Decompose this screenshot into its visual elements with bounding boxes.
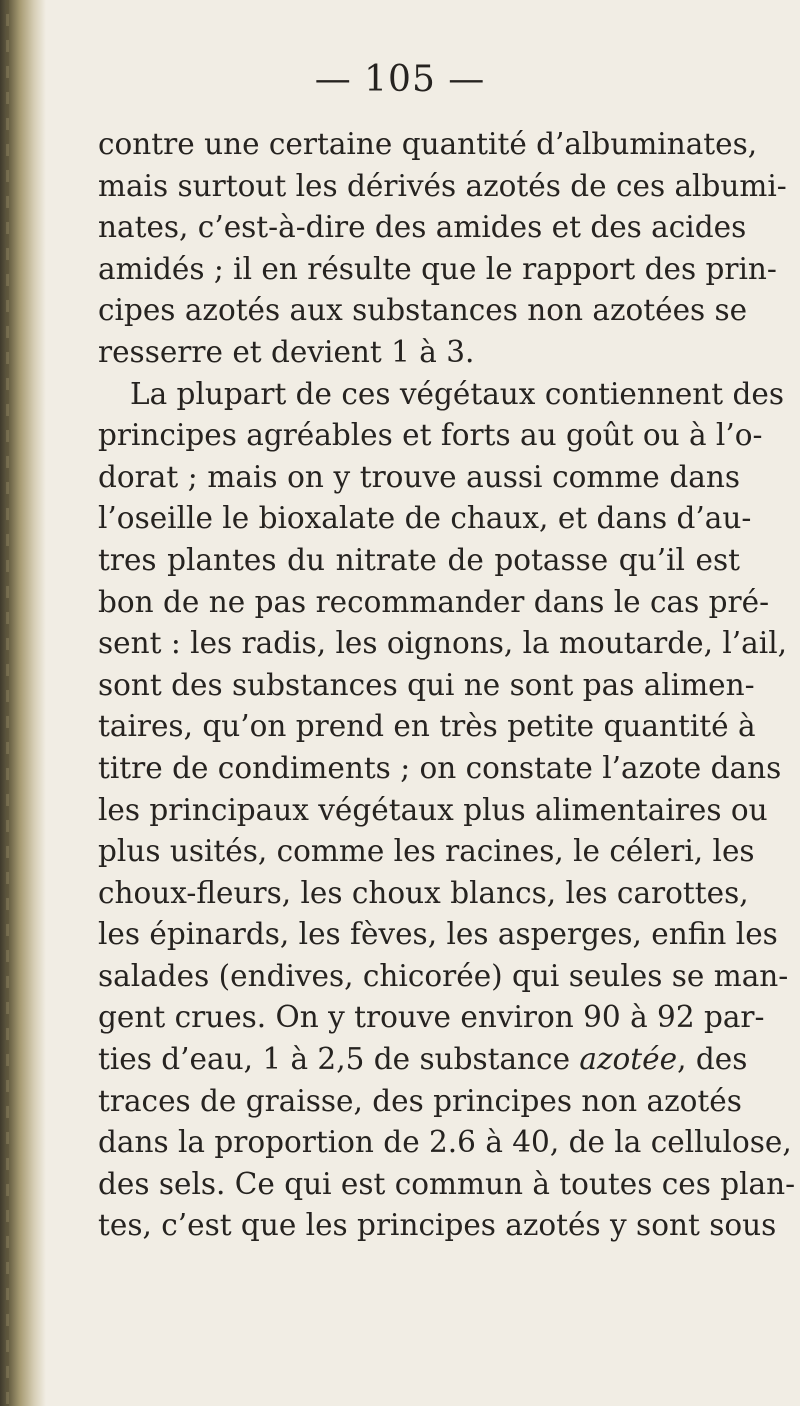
page-number-header: — 105 — (314, 59, 486, 100)
text-line: resserre et devient 1 à 3. (98, 334, 475, 369)
text-line: bon de ne pas recommander dans le cas pré- (98, 584, 770, 619)
text-line: sont des substances qui ne sont pas alimen- (98, 667, 755, 702)
text-line: dorat ; mais on y trouve aussi comme dans (98, 459, 740, 494)
page-binding-edge (0, 0, 46, 1406)
line-segment: , des (677, 1042, 748, 1077)
text-line: les principaux végétaux plus alimentaires ou (98, 792, 768, 827)
text-line: cipes azotés aux substances non azotées se (98, 293, 748, 328)
text-line: des sels. Ce qui est commun à toutes ces plan- (98, 1166, 796, 1201)
text-line: choux-fleurs, les choux blancs, les carottes, (98, 875, 749, 910)
text-line: amidés ; il en résulte que le rapport des prin- (98, 251, 777, 286)
text-line: gent crues. On y trouve environ 90 à 92 par- (98, 1000, 765, 1035)
paragraph-start-line: La plupart de ces végétaux contiennent des (130, 376, 785, 411)
text-line: principes agréables et forts au goût ou à l’o- (98, 418, 763, 453)
text-line: contre une certaine quantité d’albuminates, (98, 127, 758, 161)
italic-word-azotee: azotée (579, 1042, 678, 1077)
text-line: taires, qu’on prend en très petite quantité à (98, 709, 756, 744)
text-line: tes, c’est que les principes azotés y sont sous (98, 1208, 777, 1243)
text-line: mais surtout les dérivés azotés de ces albumi- (98, 168, 787, 203)
text-line: dans la proportion de 2.6 à 40, de la cellulose, (98, 1125, 792, 1160)
text-line: nates, c’est-à-dire des amides et des acides (98, 210, 747, 245)
text-line: l’oseille le bioxalate de chaux, et dans d’au- (98, 501, 752, 536)
text-line: salades (endives, chicorée) qui seules se man- (98, 958, 789, 993)
text-line: les épinards, les fèves, les asperges, enfin les (98, 917, 778, 952)
text-line: tres plantes du nitrate de potasse qu’il est (98, 542, 740, 577)
text-line: plus usités, comme les racines, le céleri, les (98, 834, 755, 869)
text-line: titre de condiments ; on constate l’azote dans (98, 750, 782, 785)
line-segment: ties d’eau, 1 à 2,5 de substance (98, 1042, 571, 1077)
body-text (98, 124, 796, 1247)
text-line: sent : les radis, les oignons, la moutarde, l’ail, (98, 626, 788, 661)
text-line-with-italic (98, 1039, 748, 1081)
text-line: traces de graisse, des principes non azotés (98, 1083, 742, 1118)
